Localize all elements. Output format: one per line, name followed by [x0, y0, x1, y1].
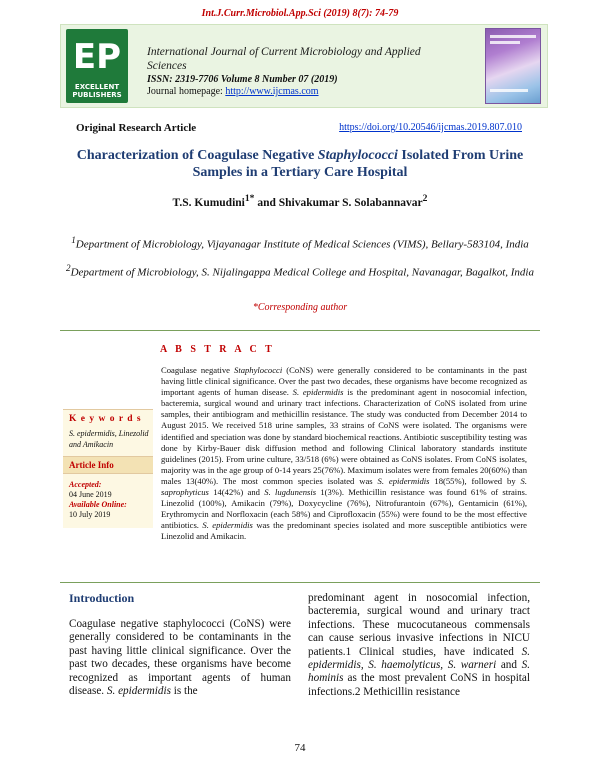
divider [60, 330, 540, 331]
homepage-link[interactable]: http://www.ijcmas.com [225, 86, 319, 97]
abstract-body: Coagulase negative Staphylococci (CoNS) were generally considered to be contaminants in the past having little clinical significance. Over the past two decades, these organisms have become recognized as important agents of human disease. S. epidermidis is the predominant agent in nosocomial infection, bacteremia, surgical wound and urinary tract infections. Characterization of CoNS isolated from urine samples, their antibiogram and methicillin resistance. The study was conducted from December 2014 to August 2015. We received 518 urine samples, 33 strains of CoNS were isolated. The organisms were identified and speciation was done by standard biochemical reactions. Antibiotic susceptibility testing was done by Kirby-Bauer disk diffusion method and following Clinical laboratory standards institute guidelines (2015). From urine culture, 33/518 (6%) were obtained as CoNS isolates. From CoNS isolates, majority was in the age group of 0-14 years 25(76%). Maximum isolates were from females 20(60%) than males 13(40%). The most common species isolated was S. epidermidis 18(55%), followed by S. saprophyticus 14(42%) and S. lugdunensis 1(3%). Methicillin resistance was found 61% of strains. Linezolid (100%), Amikacin (79%), Doxycycline (76%), Nitrofurantoin (67%), Gentamicin (61%), Erythromycin and Norfloxacin (each 58%) and Ciprofloxacin (55%) were found to be the most effective antibiotics. S. epidermidis was the predominant species isolated and more susceptible antibiotics were Linezolid and Amikacin. [161, 365, 528, 542]
article-sidebar [63, 409, 153, 528]
journal-header [60, 24, 548, 108]
corresponding-author: *Corresponding author [252, 302, 348, 313]
abstract-heading: A B S T R A C T [160, 344, 275, 355]
doi-link[interactable]: https://doi.org/10.20546/ijcmas.2019.807.010 [339, 122, 522, 133]
keywords-list: S. epidermidis, Linezolid and Amikacin [69, 429, 149, 449]
authors: T.S. Kumudini$^{1*}$ and Shivakumar S. Solabannavar$^2$ [172, 193, 428, 209]
article-title: Characterization of Coagulase Negative Staphylococci Isolated From Urine Samples in a Tertiary Care Hospital [76, 148, 524, 180]
keywords-heading: K e y w o r d s [69, 414, 142, 424]
page-number: 74 [294, 742, 306, 754]
logo-subtitle: EXCELLENT PUBLISHERS [72, 83, 122, 99]
article-type: Original Research Article [76, 122, 197, 134]
running-header: Int.J.Curr.Microbiol.App.Sci (2019) 8(7): 74-79 [201, 8, 399, 19]
publisher-logo [66, 29, 128, 103]
article-info-heading: Article Info [63, 456, 153, 474]
issn-line: ISSN: 2319-7706 Volume 8 Number 07 (2019) [147, 74, 338, 85]
journal-title: International Journal of Current Microbiology and Applied Sciences [147, 46, 421, 72]
intro-column-left: Coagulase negative staphylococci (CoNS) were generally considered to be contaminants in the past having little clinical significance. Over the past two decades, these organisms have become recognized as important agents of human disease. S. epidermidis is the [69, 618, 291, 698]
introduction-heading: Introduction [69, 591, 135, 605]
journal-cover-image [485, 28, 541, 104]
journal-homepage: Journal homepage: http://www.ijcmas.com [147, 86, 319, 97]
intro-column-right: predominant agent in nosocomial infection, bacteremia, surgical wound and urinary tract infections. These mucocutaneous commensals can cause serious invasive infections in NICU patients.1 Clinical studies, have indicated S. epidermidis, S. haemolyticus, S. warneri and S. hominis as the most prevalent CoNS in hospital infections.2 Methicillin resistance [308, 592, 530, 698]
logo-mark: EP [72, 37, 122, 77]
article-dates: Accepted: 04 June 2019 Available Online: 10 July 2019 [69, 480, 127, 519]
affiliation-1: $^1$Department of Microbiology, Vijayanagar Institute of Medical Sciences (VIMS), Bellary-583104, India [71, 235, 529, 251]
journal-info [147, 45, 447, 98]
divider [60, 582, 540, 583]
affiliation-2: $^2$Department of Microbiology, S. Nijalingappa Medical College and Hospital, Navanagar, Bagalkot, India [66, 263, 534, 279]
